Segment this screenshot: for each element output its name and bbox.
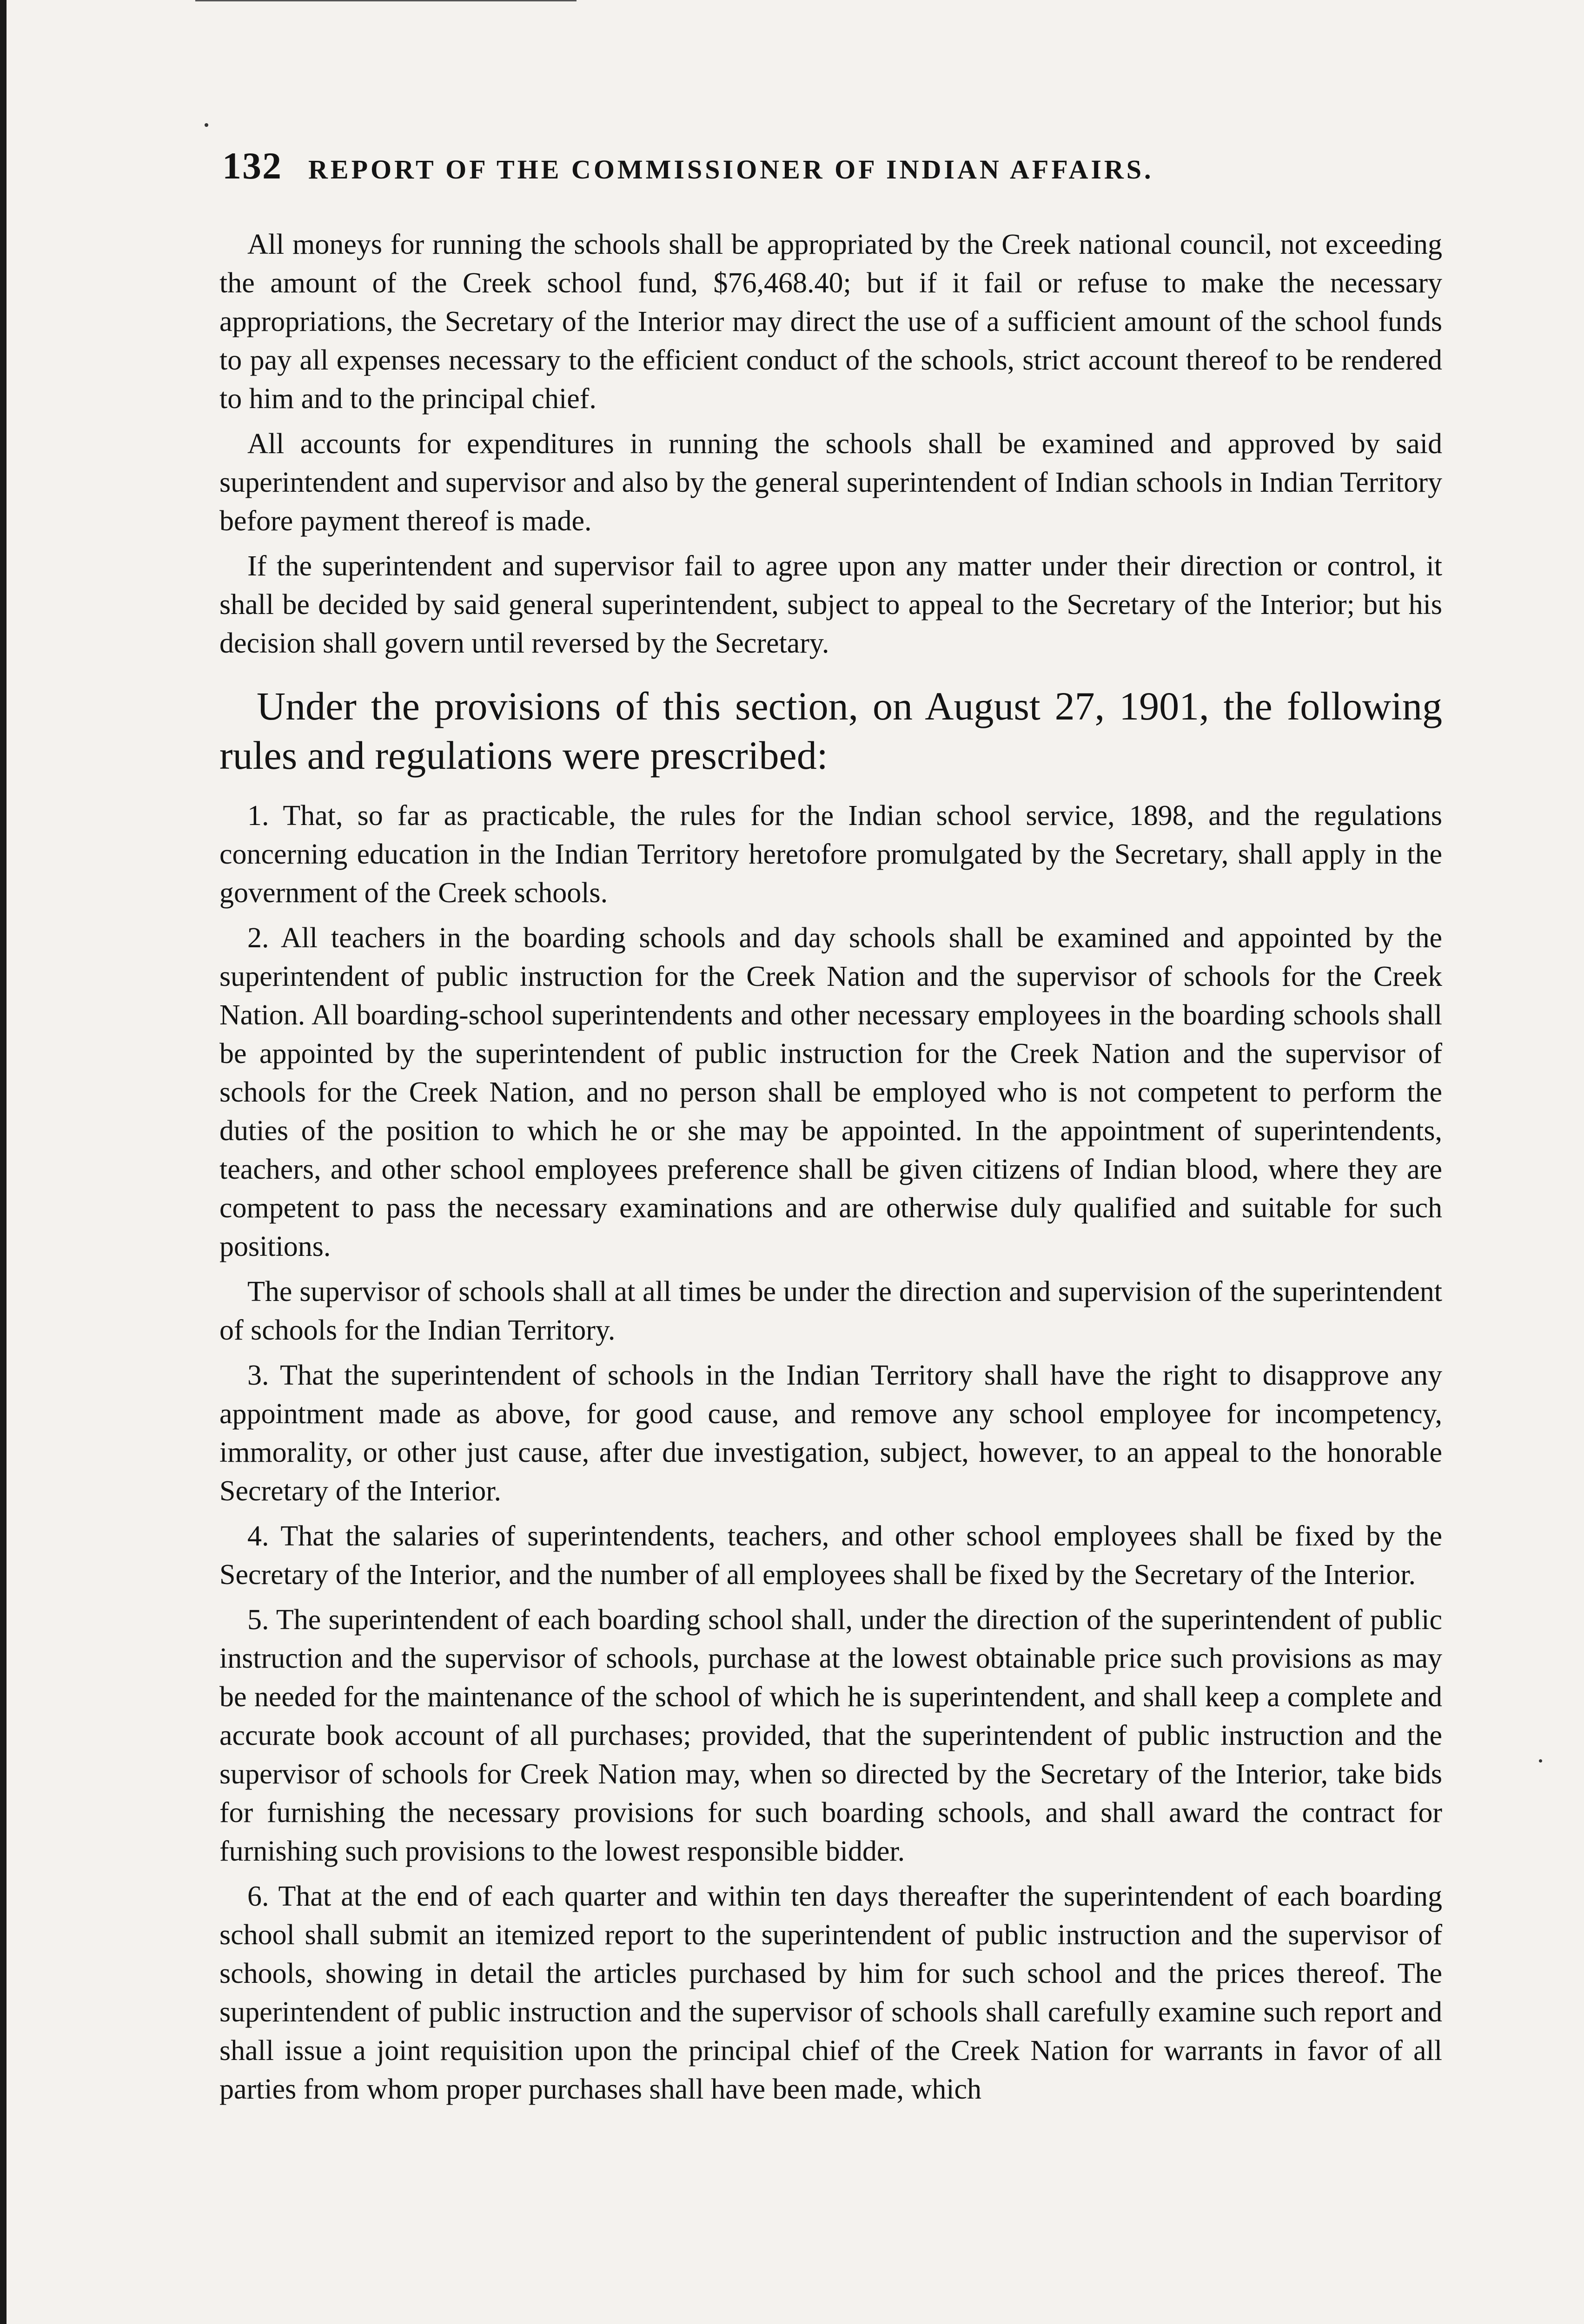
- scan-speck: [205, 123, 208, 127]
- rules-intro: Under the provisions of this section, on August 27, 1901, the following rules and regulations were prescribed:: [219, 684, 1442, 778]
- paragraph-school-funds: All moneys for running the schools shall be appropriated by the Creek national council, not exceeding the amount of the Creek school fund, $76,468.40; but if it fail or refuse to make the necessary appropriations, the Secretary of the Interior may direct the use of a sufficient amount of the school funds to pay all expenses necessary to the efficient conduct of the schools, strict account thereof to be rendered to him and to the principal chief.: [219, 229, 1442, 415]
- rule-2: 2. All teachers in the boarding schools and day schools shall be examined and appointed by the superintendent of public instruction for the Creek Nation and the supervisor of schools for the Creek Nation. All boarding-school superintendents and other necessary employees in the boarding schools shall be appointed by the superintendent of public instruction for the Creek Nation and the supervisor of schools for the Creek Nation, and no person shall be employed who is not competent to perform the duties of the position to which he or she may be appointed. In the appointment of superintendents, teachers, and other school employees preference shall be given citizens of Indian blood, where they are competent to pass the necessary examinations and are otherwise duly qualified and suitable for such positions.: [219, 922, 1442, 1262]
- scan-speck: [1539, 1759, 1542, 1763]
- rule-6: 6. That at the end of each quarter and within ten days thereafter the superintendent of each boarding school shall submit an itemized report to the superintendent of public instruction and the supervisor of schools, showing in detail the articles purchased by him for such school and the prices thereof. The superintendent of public instruction and the supervisor of schools shall carefully examine such report and shall issue a joint requisition upon the principal chief of the Creek Nation for warrants in favor of all parties from whom proper purchases shall have been made, which: [219, 1881, 1442, 2105]
- scan-edge-left: [0, 0, 7, 2324]
- paragraph-accounts: All accounts for expenditures in running the schools shall be examined and approved by said superintendent and supervisor and also by the general superintendent of Indian schools in Indian Territory before payment thereof is made.: [219, 428, 1442, 537]
- page-header: [222, 144, 1443, 200]
- top-rule: [195, 0, 577, 1]
- running-head: REPORT OF THE COMMISSIONER OF INDIAN AFFAIRS.: [308, 154, 1154, 185]
- rule-3: 3. That the superintendent of schools in the Indian Territory shall have the right to disapprove any appointment made as above, for good cause, and remove any school employee for incompetency, immorality, or other just cause, after due investigation, subject, however, to an appeal to the honorable Secretary of the Interior.: [219, 1360, 1442, 1507]
- rule-5: 5. The superintendent of each boarding school shall, under the direction of the superintendent of public instruction and the supervisor of schools, purchase at the lowest obtainable price such provisions as may be needed for the maintenance of the school of which he is superintendent, and shall keep a complete and accurate book account of all purchases; provided, that the superintendent of public instruction and the supervisor of schools for Creek Nation may, when so directed by the Secretary of the Interior, take bids for furnishing the necessary provisions for such boarding schools, and shall award the contract for furnishing such provisions to the lowest responsible bidder.: [219, 1604, 1442, 1867]
- paragraph-disagreement: If the superintendent and supervisor fail to agree upon any matter under their direction or control, it shall be decided by said general superintendent, subject to appeal to the Secretary of the Interior; but his decision shall govern until reversed by the Secretary.: [219, 550, 1442, 659]
- rule-1: 1. That, so far as practicable, the rules for the Indian school service, 1898, and the regulations concerning education in the Indian Territory heretofore promulgated by the Secretary, shall apply in the government of the Creek schools.: [219, 800, 1442, 909]
- rule-4: 4. That the salaries of superintendents, teachers, and other school employees shall be fixed by the Secretary of the Interior, and the number of all employees shall be fixed by the Secretary of the Interior.: [219, 1520, 1442, 1591]
- page-number: 132: [222, 145, 282, 187]
- body-text: [219, 225, 1442, 2115]
- rule-2-supervisor: The supervisor of schools shall at all times be under the direction and supervision of the superintendent of schools for the Indian Territory.: [219, 1276, 1442, 1346]
